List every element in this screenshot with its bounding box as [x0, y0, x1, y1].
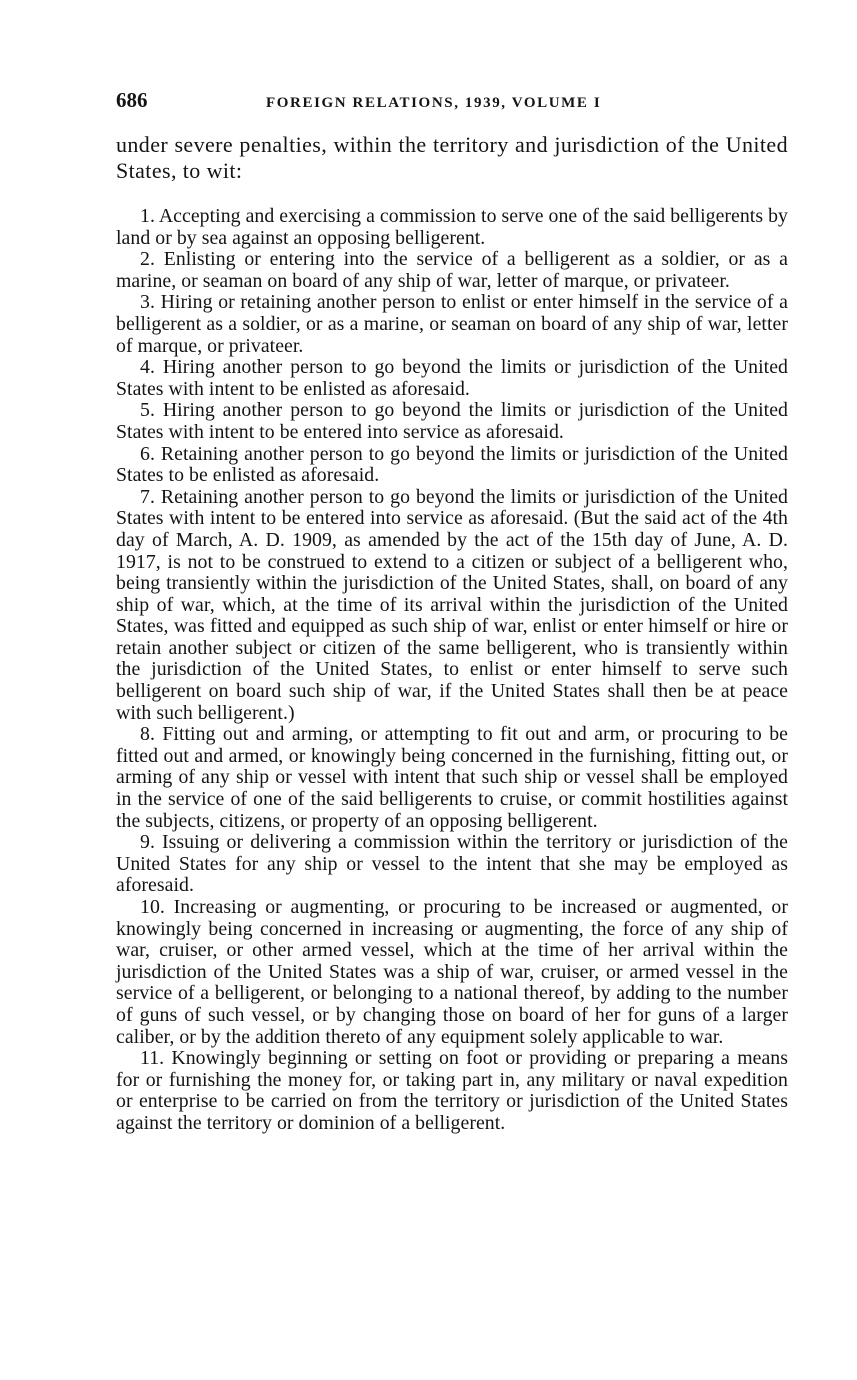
page-header	[116, 88, 788, 118]
document-page	[116, 88, 788, 1135]
intro-paragraph: under severe penalties, within the territory and jurisdiction of the United States, to wit:	[116, 132, 788, 183]
list-item: 3. Hiring or retaining another person to enlist or enter himself in the service of a belligerent as a soldier, or as a marine, or seaman on board of any ship of war, letter of marque, or privateer.	[116, 291, 788, 357]
list-item: 1. Accepting and exercising a commission to serve one of the said belligerents by land or by sea against an opposing belligerent.	[116, 205, 788, 249]
list-item: 11. Knowingly beginning or setting on foot or providing or preparing a means for or furnishing the money for, or taking part in, any military or naval expedition or enterprise to be carried on from the territory or jurisdiction of the United States against the territory or dominion of a belligerent.	[116, 1047, 788, 1134]
running-head: FOREIGN RELATIONS, 1939, VOLUME I	[266, 95, 602, 111]
list-item: 9. Issuing or delivering a commission within the territory or jurisdiction of the United States for any ship or vessel to the intent that she may be employed as aforesaid.	[116, 831, 788, 897]
list-item: 2. Enlisting or entering into the service of a belligerent as a soldier, or as a marine, or seaman on board of any ship of war, letter of marque, or privateer.	[116, 248, 788, 292]
enumerated-list	[116, 206, 788, 1135]
list-item: 10. Increasing or augmenting, or procuring to be increased or augmented, or knowingly being concerned in increasing or augmenting, the force of any ship of war, cruiser, or other armed vessel, which at the time of her arrival within the jurisdiction of the United States was a ship of war, cruiser, or armed vessel in the service of a belligerent, or belonging to a national thereof, by adding to the number of guns of such vessel, or by changing those on board of her for guns of a larger caliber, or by the addition thereto of any equipment solely applicable to war.	[116, 896, 788, 1048]
list-item: 7. Retaining another person to go beyond the limits or jurisdiction of the United States with intent to be entered into service as aforesaid. (But the said act of the 4th day of March, A. D. 1909, as amended by the act of the 15th day of June, A. D. 1917, is not to be construed to extend to a citizen or subject of a belligerent who, being transiently within the jurisdiction of the United States, shall, on board of any ship of war, which, at the time of its arrival within the jurisdiction of the United States, was fitted and equipped as such ship of war, enlist or enter himself or hire or retain another subject or citizen of the same belligerent, who is transiently within the jurisdiction of the United States, to enlist or enter himself to serve such belligerent on board such ship of war, if the United States shall then be at peace with such belligerent.)	[116, 485, 788, 724]
page-number: 686	[116, 88, 148, 112]
list-item: 6. Retaining another person to go beyond the limits or jurisdiction of the United States to be enlisted as aforesaid.	[116, 442, 788, 487]
list-item: 8. Fitting out and arming, or attempting to fit out and arm, or procuring to be fitted out and armed, or knowingly being concerned in the furnishing, fitting out, or arming of any ship or vessel with intent that such ship or vessel shall be employed in the service of one of the said belligerents to cruise, or commit hostilities against the subjects, citizens, or property of an opposing belligerent.	[116, 723, 788, 832]
list-item: 4. Hiring another person to go beyond the limits or jurisdiction of the United States with intent to be enlisted as aforesaid.	[116, 356, 788, 400]
list-item: 5. Hiring another person to go beyond the limits or jurisdiction of the United States with intent to be entered into service as aforesaid.	[116, 399, 788, 443]
